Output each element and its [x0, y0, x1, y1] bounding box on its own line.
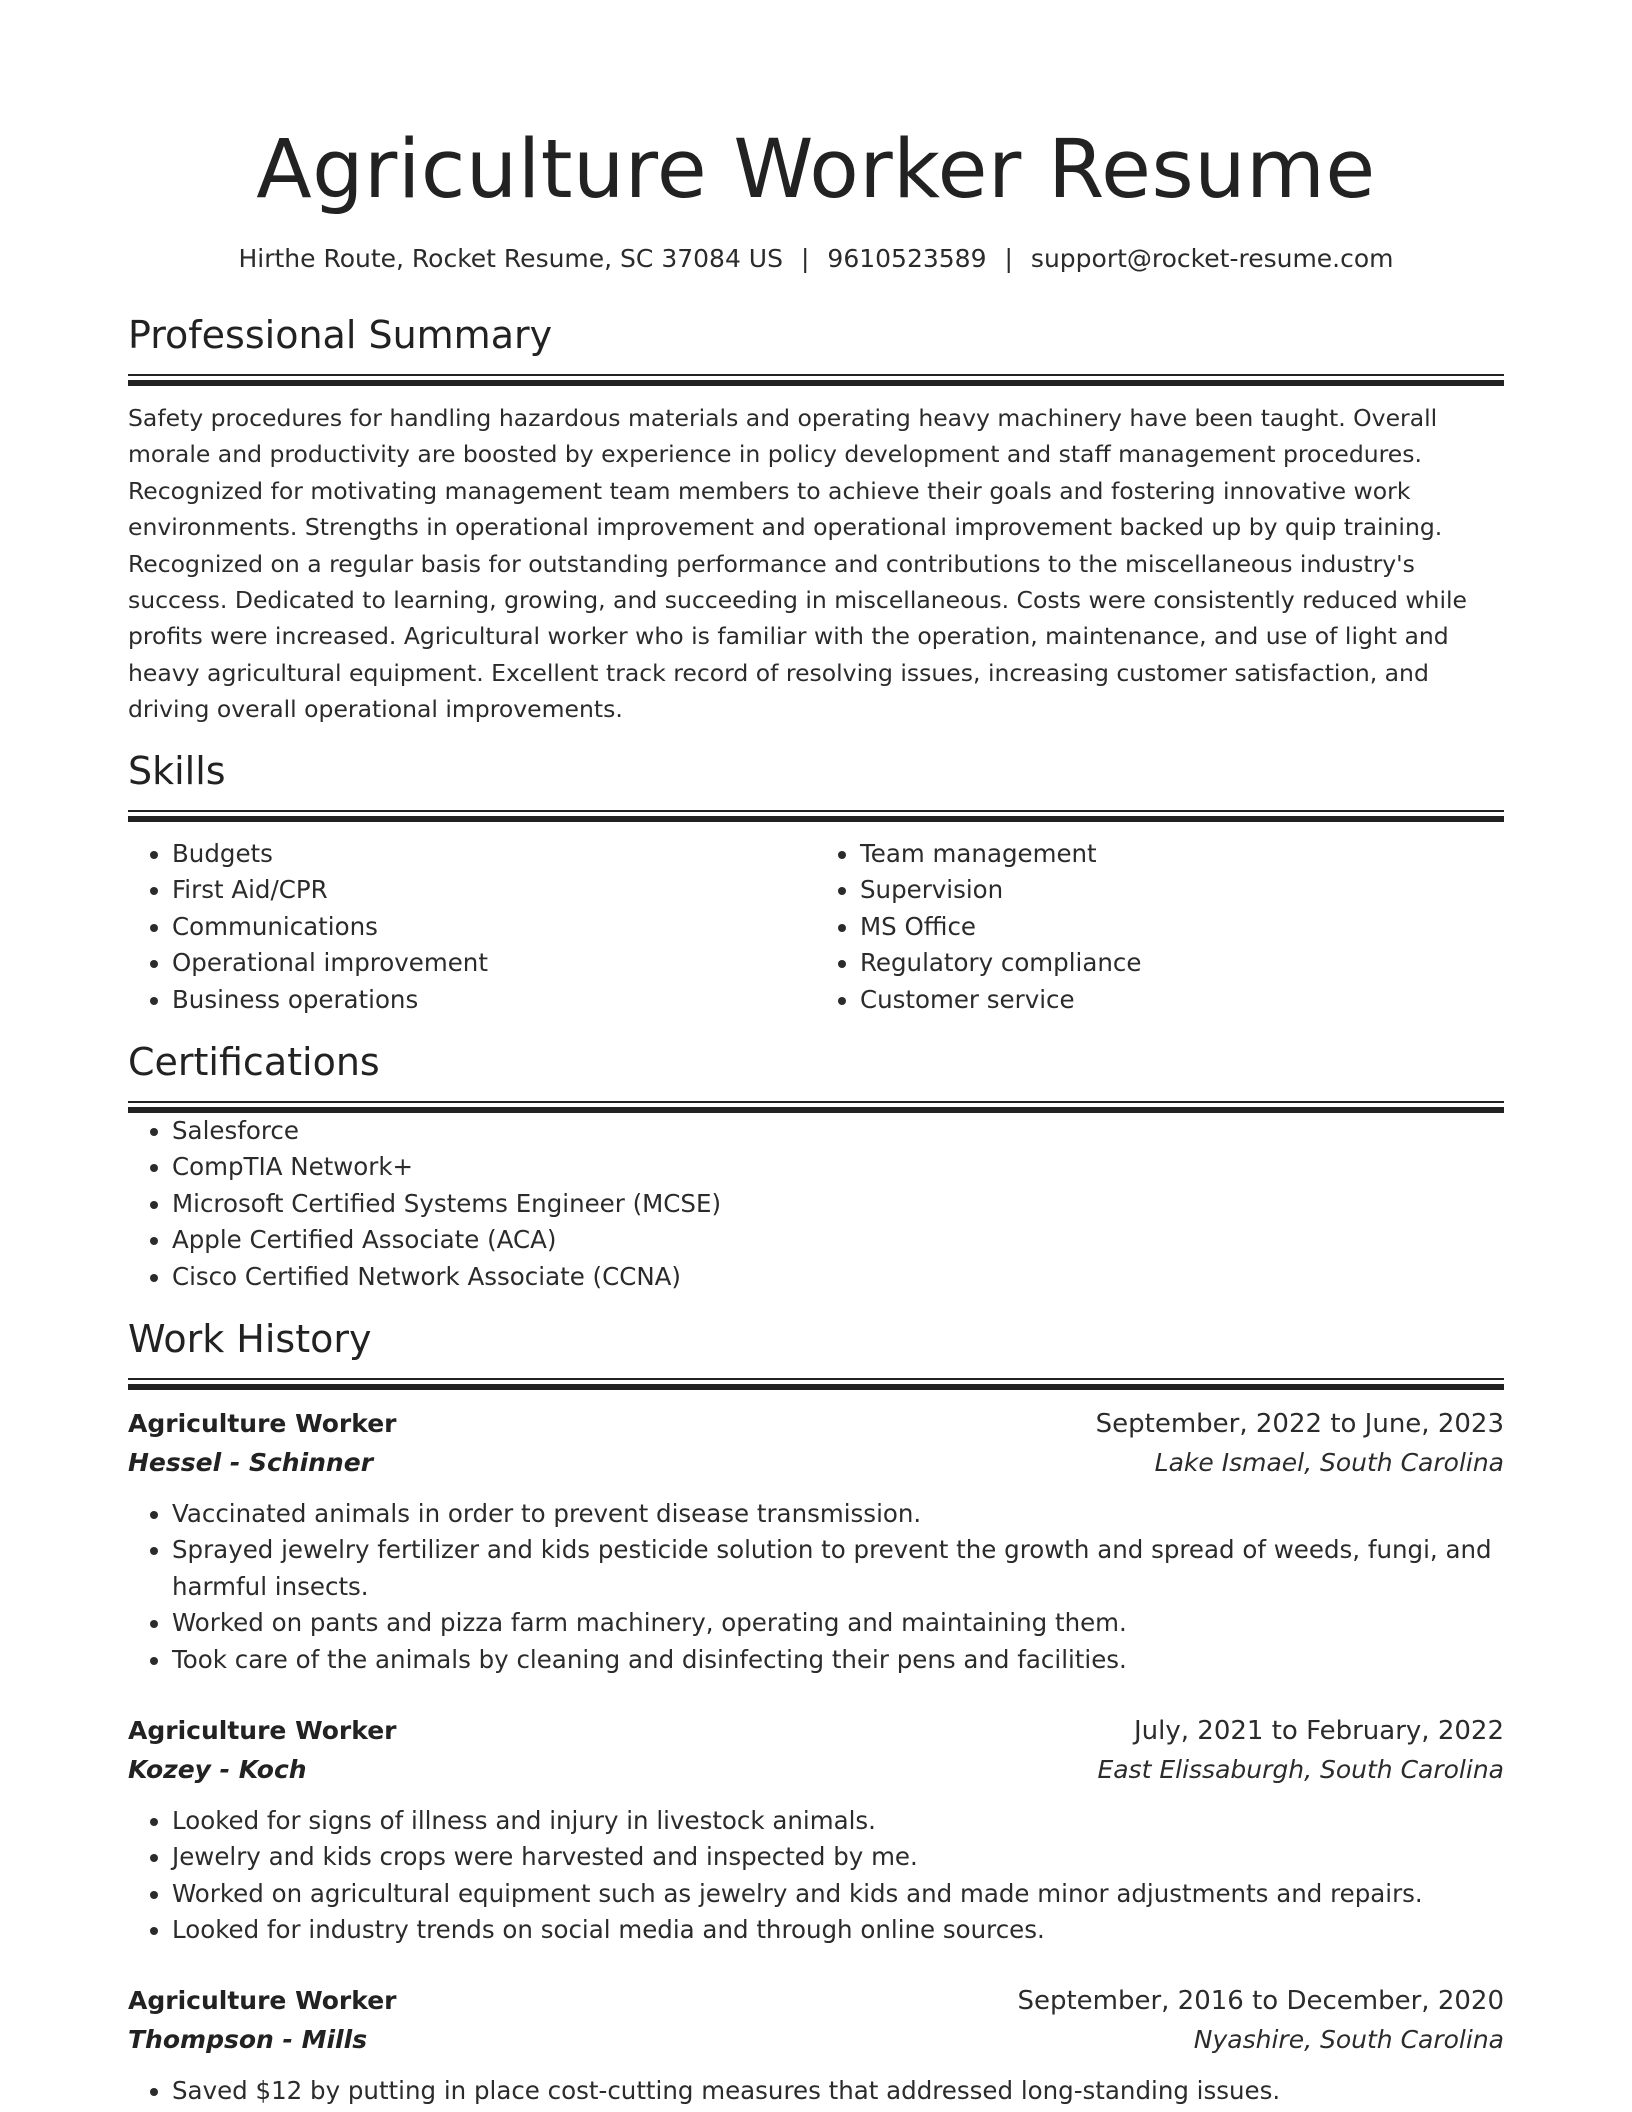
- certification-item: • Salesforce: [172, 1113, 1504, 1150]
- job-duty-item: • Saved $12 by putting in place cost-cutting measures that addressed long-standing issues.: [172, 2073, 1504, 2110]
- job-company-row: [128, 1751, 1504, 1789]
- job-title: Agriculture Worker: [128, 1985, 397, 2015]
- skills-grid: [128, 836, 1504, 1019]
- job-duty-item: • Took care of the animals by cleaning and disinfecting their pens and facilities.: [172, 1642, 1504, 1679]
- job-duty-item: • Vaccinated animals in order to prevent disease transmission.: [172, 1496, 1504, 1533]
- job-location: Nyashire, South Carolina: [1193, 2024, 1504, 2054]
- job-duty-item: • Worked on pants and pizza farm machinery, operating and maintaining them.: [172, 1605, 1504, 1642]
- resume-title: Agriculture Worker Resume: [256, 123, 1376, 217]
- job-company: Kozey - Koch: [128, 1754, 307, 1784]
- skill-item: • Supervision: [860, 872, 1504, 909]
- section-divider: [128, 374, 1504, 386]
- job-header-row: [128, 1404, 1504, 1444]
- job-header-row: [128, 1711, 1504, 1751]
- contact-address: Hirthe Route, Rocket Resume, SC 37084 US: [238, 244, 783, 273]
- job-duty-item: • Jewelry and kids crops were harvested and inspected by me.: [172, 1839, 1504, 1876]
- job-dates: July, 2021 to February, 2022: [1134, 1715, 1504, 1746]
- skills-section: [128, 746, 1504, 1019]
- job-dates: September, 2022 to June, 2023: [1095, 1408, 1504, 1439]
- resume-page: [128, 0, 1504, 2110]
- skill-item: • Budgets: [172, 836, 816, 873]
- certifications-list: [128, 1113, 1504, 1296]
- contact-separator: |: [800, 244, 810, 273]
- skill-item: • Customer service: [860, 982, 1504, 1019]
- skills-list-left: [128, 836, 816, 1019]
- job-entry: [128, 1711, 1504, 1949]
- certification-item: • Cisco Certified Network Associate (CCNA): [172, 1259, 1504, 1296]
- job-duties-list: [128, 1496, 1504, 1679]
- job-entry: [128, 1981, 1504, 2110]
- work-history-heading: Work History: [128, 1316, 372, 1361]
- job-location: Lake Ismael, South Carolina: [1154, 1447, 1504, 1477]
- summary-text: Safety procedures for handling hazardous materials and operating heavy machinery have been taught. Overall morale and productivity are boosted by experience in policy development and staff management procedures. Recognized for motivating management team members to achieve their goals and fostering innovative work environments. Strengths in operational improvement and operational improvement backed up by quip training. Recognized on a regular basis for outstanding performance and contributions to the miscellaneous industry's success. Dedicated to learning, growing, and succeeding in miscellaneous. Costs were consistently reduced while profits were increased. Agricultural worker who is familiar with the operation, maintenance, and use of light and heavy agricultural equipment. Excellent track record of resolving issues, increasing customer satisfaction, and driving overall operational improvements.: [128, 404, 1467, 724]
- job-title: Agriculture Worker: [128, 1715, 397, 1745]
- skill-item: • Regulatory compliance: [860, 945, 1504, 982]
- contact-phone: 9610523589: [827, 244, 987, 273]
- job-company-row: [128, 1444, 1504, 1482]
- section-divider: [128, 1378, 1504, 1390]
- skill-item: • Communications: [172, 909, 816, 946]
- skills-heading: Skills: [128, 748, 226, 793]
- job-dates: September, 2016 to December, 2020: [1017, 1985, 1504, 2016]
- skill-item: • Operational improvement: [172, 945, 816, 982]
- section-divider: [128, 810, 1504, 822]
- skill-item: • First Aid/CPR: [172, 872, 816, 909]
- section-divider: [128, 1101, 1504, 1113]
- skill-item: • Business operations: [172, 982, 816, 1019]
- job-duty-item: • Looked for signs of illness and injury in livestock animals.: [172, 1803, 1504, 1840]
- job-company-row: [128, 2021, 1504, 2059]
- certification-item: • CompTIA Network+: [172, 1149, 1504, 1186]
- skill-item: • MS Office: [860, 909, 1504, 946]
- job-company: Thompson - Mills: [128, 2024, 368, 2054]
- work-history-section: [128, 1314, 1504, 2110]
- job-entry: [128, 1404, 1504, 1679]
- contact-separator: |: [1004, 244, 1013, 273]
- skills-list-right: [816, 836, 1504, 1019]
- job-header-row: [128, 1981, 1504, 2021]
- certification-item: • Microsoft Certified Systems Engineer (MCSE): [172, 1186, 1504, 1223]
- skill-item: • Team management: [860, 836, 1504, 873]
- contact-line: [128, 242, 1504, 276]
- summary-heading: Professional Summary: [128, 313, 553, 357]
- job-duty-item: • Worked on agricultural equipment such as jewelry and kids and made minor adjustments and repairs.: [172, 1876, 1504, 1913]
- summary-section: [128, 310, 1504, 728]
- job-duties-list: [128, 2073, 1504, 2110]
- job-duty-item: • Looked for industry trends on social media and through online sources.: [172, 1912, 1504, 1949]
- job-title: Agriculture Worker: [128, 1408, 397, 1438]
- certifications-heading: Certifications: [128, 1039, 380, 1084]
- job-location: East Elissaburgh, South Carolina: [1097, 1754, 1504, 1784]
- certification-item: • Apple Certified Associate (ACA): [172, 1222, 1504, 1259]
- certifications-section: [128, 1037, 1504, 1296]
- job-duties-list: [128, 1803, 1504, 1949]
- job-duty-item: • Sprayed jewelry fertilizer and kids pesticide solution to prevent the growth and spread of weeds, fungi, and harmful insects.: [172, 1532, 1504, 1605]
- contact-email: support@rocket-resume.com: [1030, 244, 1394, 273]
- job-company: Hessel - Schinner: [128, 1447, 374, 1477]
